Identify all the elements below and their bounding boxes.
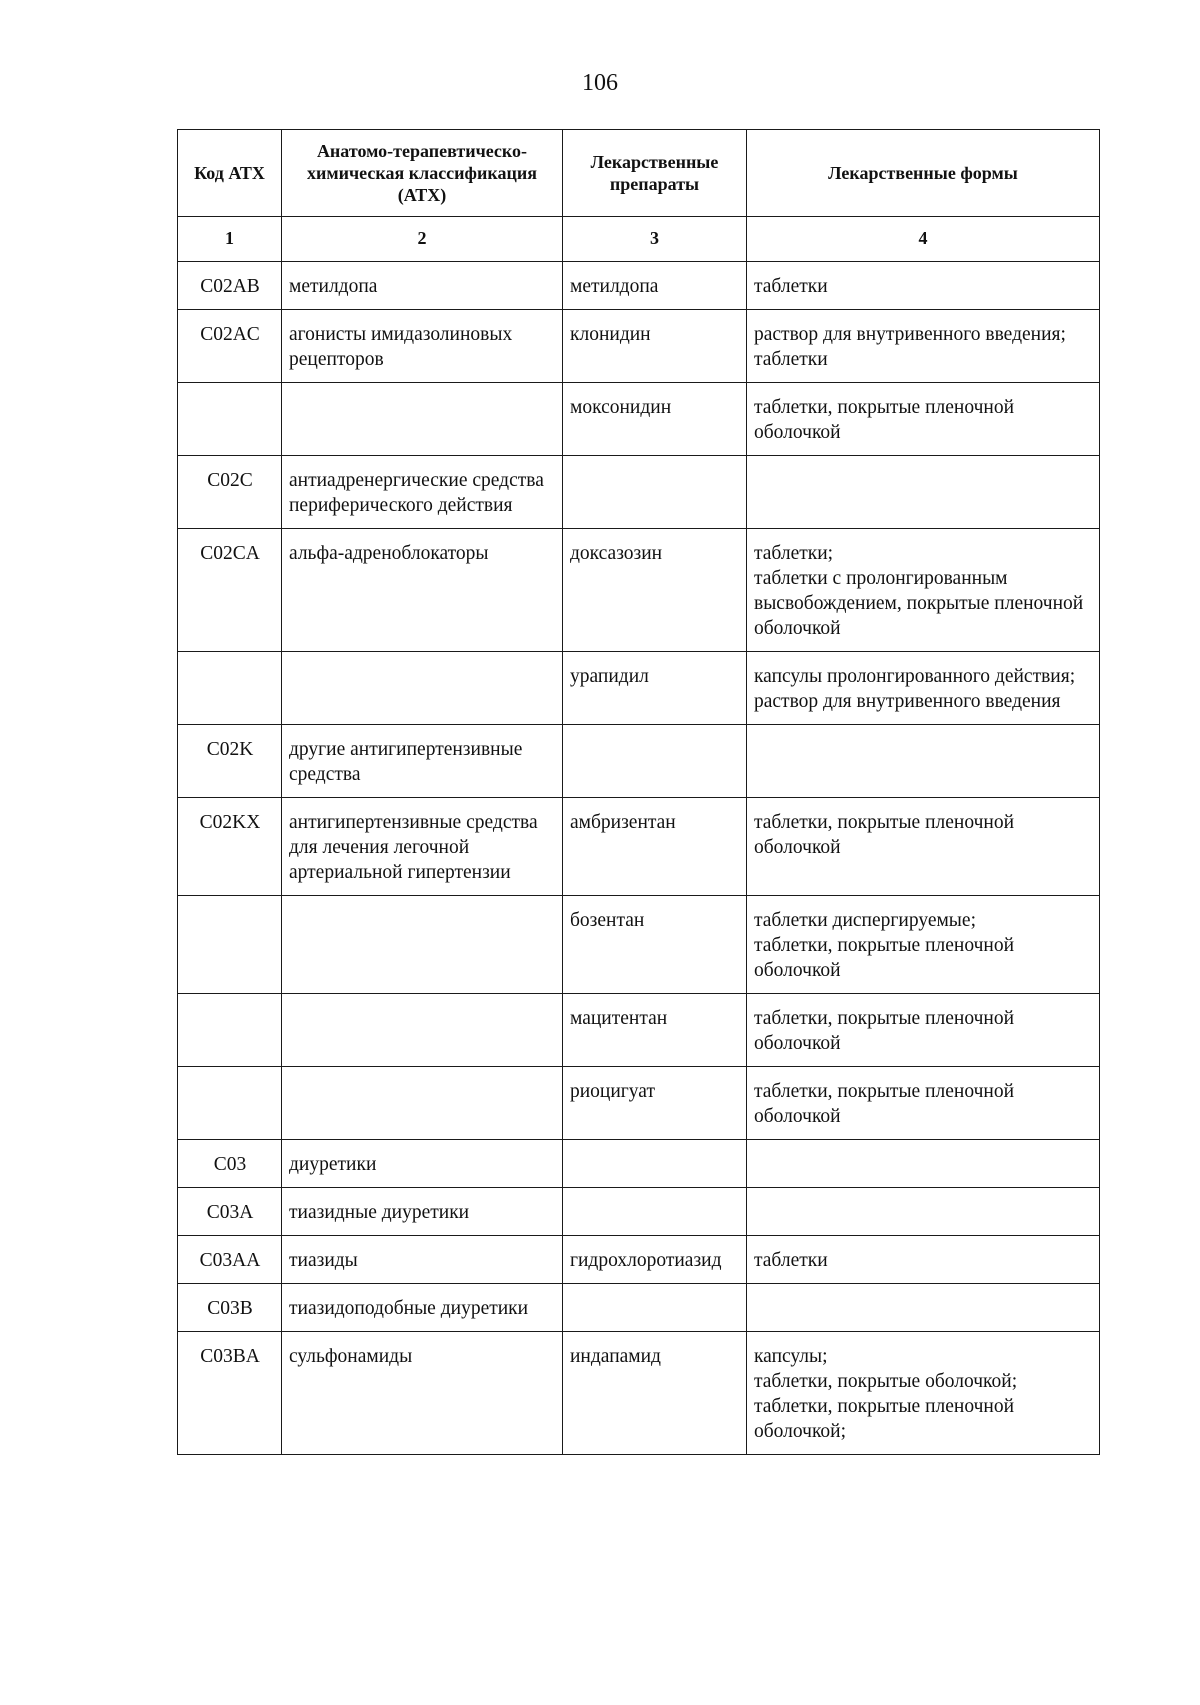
dosage-form-line: таблетки [754,349,828,370]
dosage-form-line: таблетки, покрытые пленочной оболочкой [754,812,1015,858]
atc-classification-cell: агонисты имидазолиновых рецепторов [282,310,563,383]
drug-name-cell: доксазозин [563,529,747,652]
dosage-forms-cell [747,798,1100,896]
drug-name-cell: метилдопа [563,262,747,310]
drug-name-cell: риоцигуат [563,1067,747,1140]
atc-classification-cell [282,1067,563,1140]
table-row [178,456,1100,529]
atc-classification-cell: антигипертензивные средства для лечения легочной артериальной гипертензии [282,798,563,896]
dosage-forms-cell [747,896,1100,994]
atc-code-cell [178,383,282,456]
table-row [178,1188,1100,1236]
atc-code-cell: C03BA [178,1332,282,1455]
table-row [178,994,1100,1067]
table-row [178,310,1100,383]
dosage-form-line: таблетки, покрытые пленочной оболочкой; [754,1396,1015,1442]
table-row [178,529,1100,652]
atc-drug-table [177,129,1100,1455]
drug-name-cell: амбризентан [563,798,747,896]
dosage-forms-cell [747,456,1100,529]
drug-name-cell [563,1284,747,1332]
dosage-forms-cell [747,652,1100,725]
atc-code-cell: C02AC [178,310,282,383]
table-row [178,1067,1100,1140]
atc-classification-cell: диуретики [282,1140,563,1188]
dosage-form-line: таблетки, покрытые оболочкой; [754,1371,1018,1392]
drug-name-cell [563,456,747,529]
dosage-forms-cell [747,310,1100,383]
dosage-forms-cell [747,725,1100,798]
atc-classification-cell: тиазидоподобные диуретики [282,1284,563,1332]
atc-code-cell: C03AA [178,1236,282,1284]
atc-code-cell: C02C [178,456,282,529]
atc-classification-cell: антиадренергические средства периферического действия [282,456,563,529]
atc-classification-cell [282,994,563,1067]
dosage-forms-cell [747,262,1100,310]
atc-classification-cell: тиазидные диуретики [282,1188,563,1236]
atc-code-cell: C02K [178,725,282,798]
dosage-forms-cell [747,1236,1100,1284]
column-number: 3 [563,217,747,262]
atc-code-cell [178,994,282,1067]
atc-code-cell: C02KX [178,798,282,896]
header-dosage-forms: Лекарственные формы [747,130,1100,217]
drug-name-cell: гидрохлоротиазид [563,1236,747,1284]
dosage-forms-cell [747,529,1100,652]
drug-name-cell: бозентан [563,896,747,994]
table-row [178,652,1100,725]
atc-code-cell: C02CA [178,529,282,652]
dosage-form-line: таблетки, покрытые пленочной оболочкой [754,397,1015,443]
table-row [178,383,1100,456]
header-drugs: Лекарственные препараты [563,130,747,217]
atc-classification-cell [282,652,563,725]
drug-name-cell: моксонидин [563,383,747,456]
atc-classification-cell [282,383,563,456]
table-row [178,1140,1100,1188]
atc-classification-cell: метилдопа [282,262,563,310]
dosage-forms-cell [747,1067,1100,1140]
drug-name-cell: индапамид [563,1332,747,1455]
dosage-form-line: таблетки, покрытые пленочной оболочкой [754,1081,1015,1127]
dosage-form-line: таблетки диспергируемые; [754,910,976,931]
dosage-form-line: таблетки с пролонгированным высвобождением, покрытые пленочной оболочкой [754,568,1084,639]
dosage-forms-cell [747,994,1100,1067]
atc-classification-cell: другие антигипертензивные средства [282,725,563,798]
atc-classification-cell [282,896,563,994]
dosage-forms-cell [747,1140,1100,1188]
dosage-form-line: раствор для внутривенного введения; [754,324,1066,345]
drug-name-cell: клонидин [563,310,747,383]
drug-name-cell [563,1140,747,1188]
table-row [178,798,1100,896]
table-row [178,1284,1100,1332]
table-row [178,725,1100,798]
drug-name-cell [563,1188,747,1236]
drug-name-cell: мацитентан [563,994,747,1067]
header-atc-code: Код АТХ [178,130,282,217]
atc-code-cell: C03B [178,1284,282,1332]
atc-code-cell: C03 [178,1140,282,1188]
dosage-forms-cell [747,1284,1100,1332]
drug-name-cell: урапидил [563,652,747,725]
dosage-form-line: таблетки; [754,543,834,564]
dosage-form-line: таблетки [754,1250,828,1271]
atc-code-cell: C03A [178,1188,282,1236]
column-number: 2 [282,217,563,262]
dosage-forms-cell [747,1188,1100,1236]
atc-classification-cell: альфа-адреноблокаторы [282,529,563,652]
column-number-row [178,217,1100,262]
atc-code-cell [178,1067,282,1140]
dosage-form-line: раствор для внутривенного введения [754,691,1061,712]
dosage-forms-cell [747,383,1100,456]
atc-classification-cell: сульфонамиды [282,1332,563,1455]
atc-code-cell [178,896,282,994]
table-row [178,1332,1100,1455]
table-row [178,1236,1100,1284]
atc-classification-cell: тиазиды [282,1236,563,1284]
dosage-forms-cell [747,1332,1100,1455]
table-row [178,262,1100,310]
atc-code-cell: C02AB [178,262,282,310]
dosage-form-line: таблетки, покрытые пленочной оболочкой [754,1008,1015,1054]
header-atc-classification: Анатомо-терапевтическо-химическая классификация (АТХ) [282,130,563,217]
column-number: 1 [178,217,282,262]
column-number: 4 [747,217,1100,262]
page-number: 106 [582,70,618,96]
atc-code-cell [178,652,282,725]
dosage-form-line: таблетки [754,276,828,297]
table-row [178,896,1100,994]
drug-name-cell [563,725,747,798]
dosage-form-line: капсулы пролонгированного действия; [754,666,1076,687]
table-header-row [178,130,1100,217]
dosage-form-line: таблетки, покрытые пленочной оболочкой [754,935,1015,981]
dosage-form-line: капсулы; [754,1346,828,1367]
